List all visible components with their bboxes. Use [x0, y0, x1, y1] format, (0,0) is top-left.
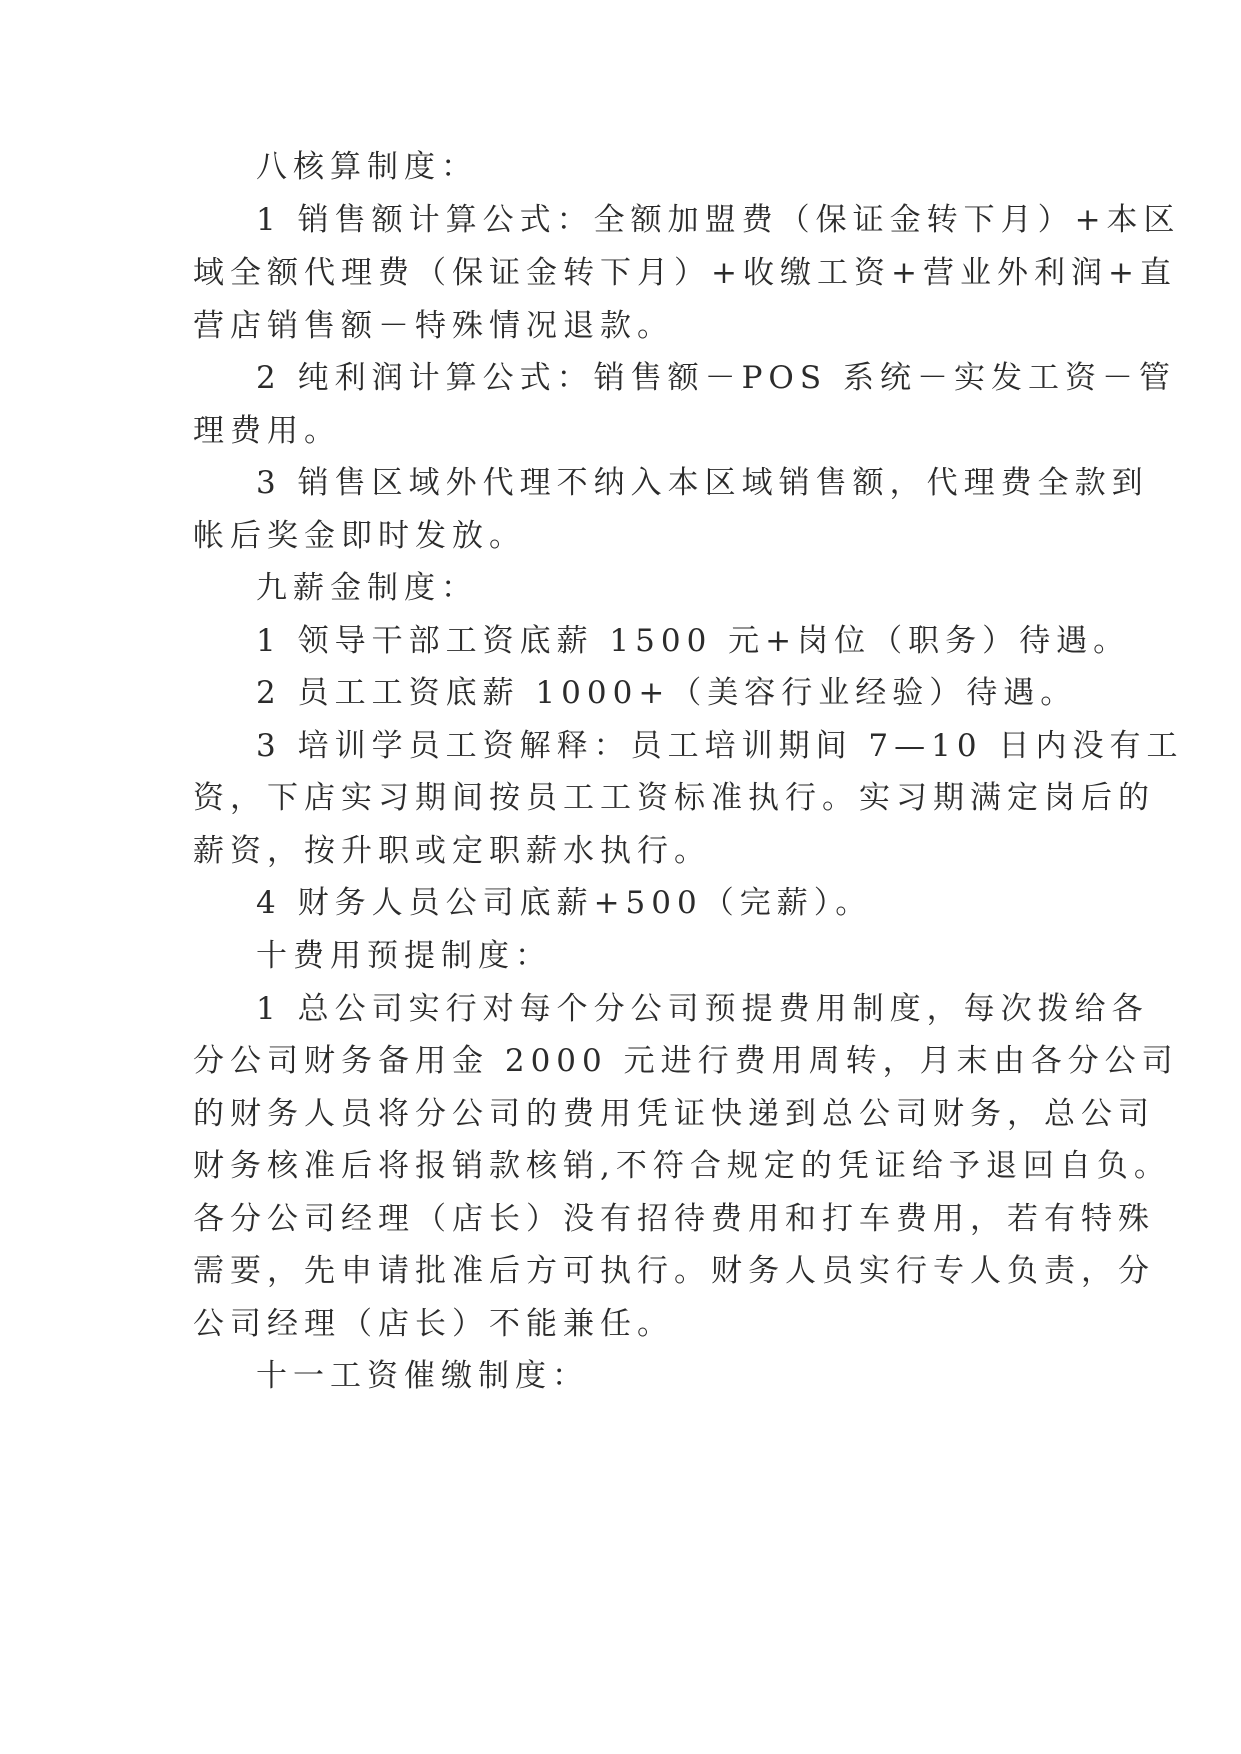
- paragraph-line: 资，下店实习期间按员工工资标准执行。实习期满定岗后的: [193, 780, 1155, 816]
- paragraph-line: 1 总公司实行对每个分公司预提费用制度，每次拨给各: [256, 991, 1149, 1027]
- paragraph-line: 各分公司经理（店长）没有招待费用和打车费用，若有特殊: [193, 1201, 1155, 1237]
- section-heading-expense: 十费用预提制度：: [256, 938, 552, 974]
- paragraph-line: 域全额代理费（保证金转下月）+收缴工资+营业外利润+直: [193, 255, 1177, 291]
- paragraph-line: 薪资，按升职或定职薪水执行。: [193, 833, 711, 869]
- section-heading-accounting: 八核算制度：: [256, 149, 478, 185]
- paragraph-line: 3 销售区域外代理不纳入本区域销售额，代理费全款到: [256, 465, 1149, 501]
- paragraph-line: 1 销售额计算公式：全额加盟费（保证金转下月）+本区: [256, 202, 1181, 238]
- paragraph-line: 财务核准后将报销款核销,不符合规定的凭证给予退回自负。: [193, 1148, 1171, 1184]
- paragraph-line: 4 财务人员公司底薪+500（完薪）。: [256, 885, 873, 921]
- paragraph-line: 需要，先申请批准后方可执行。财务人员实行专人负责，分: [193, 1253, 1155, 1289]
- section-heading-wage-collection: 十一工资催缴制度：: [256, 1358, 589, 1394]
- paragraph-line: 1 领导干部工资底薪 1500 元+岗位（职务）待遇。: [256, 623, 1131, 659]
- paragraph-line: 营店销售额－特殊情况退款。: [193, 308, 674, 344]
- paragraph-line: 的财务人员将分公司的费用凭证快递到总公司财务，总公司: [193, 1096, 1155, 1132]
- paragraph-line: 理费用。: [193, 413, 341, 449]
- section-heading-salary: 九薪金制度：: [256, 570, 478, 606]
- paragraph-line: 帐后奖金即时发放。: [193, 518, 526, 554]
- paragraph-line: 分公司财务备用金 2000 元进行费用周转，月末由各分公司: [193, 1043, 1179, 1079]
- paragraph-line: 2 纯利润计算公式：销售额－POS 系统－实发工资－管: [256, 360, 1176, 396]
- paragraph-line: 公司经理（店长）不能兼任。: [193, 1306, 674, 1342]
- paragraph-line: 2 员工工资底薪 1000+（美容行业经验）待遇。: [256, 675, 1078, 711]
- paragraph-line: 3 培训学员工资解释：员工培训期间 7—10 日内没有工: [256, 728, 1184, 764]
